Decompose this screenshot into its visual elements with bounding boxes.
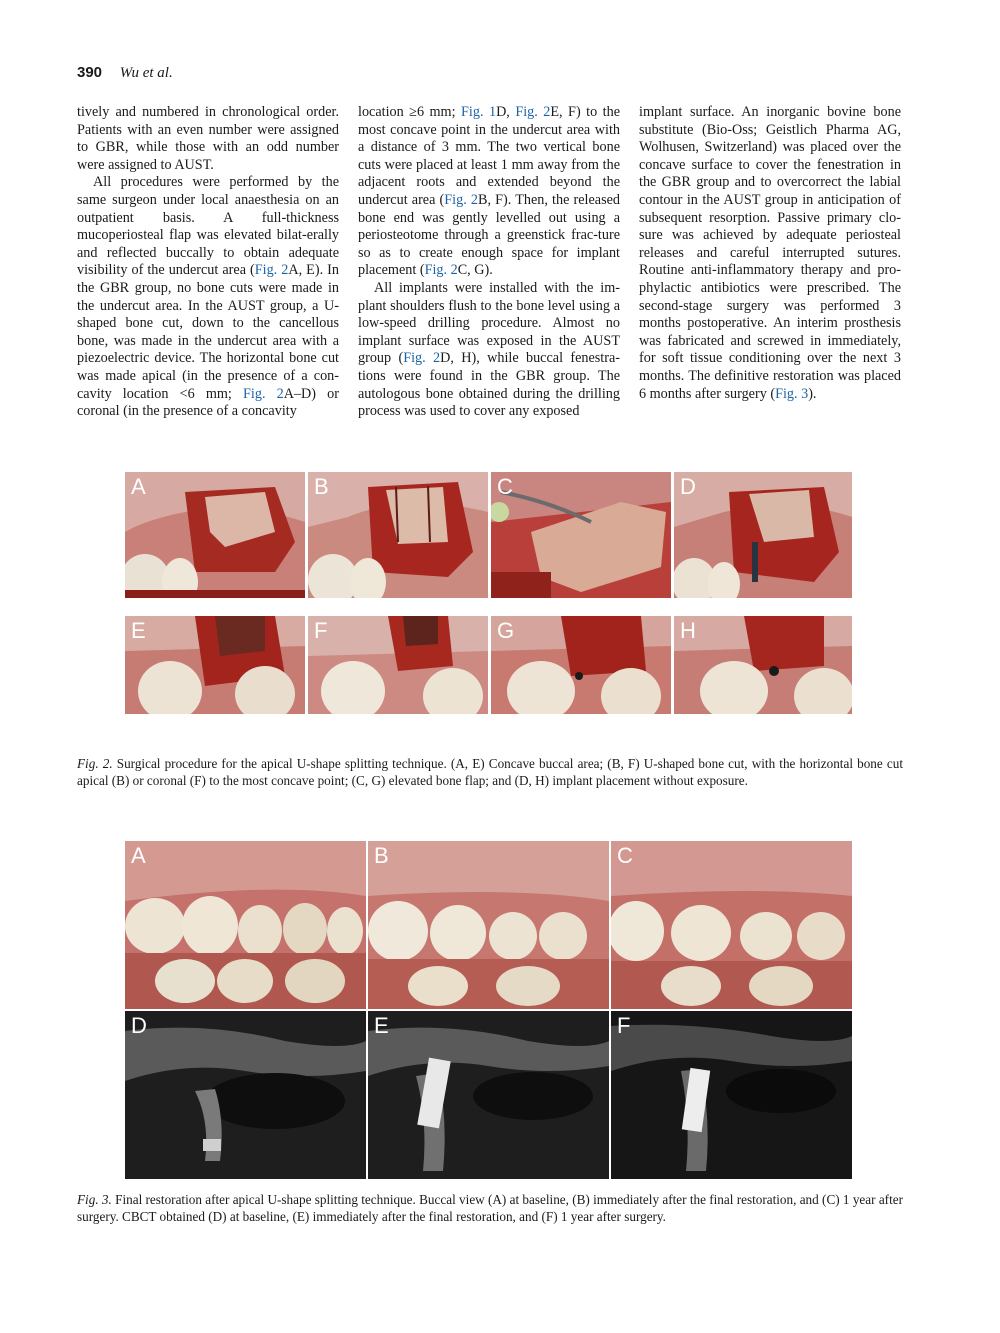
text-column-2	[358, 104, 620, 421]
figure-2-panel-h	[674, 616, 852, 714]
panel-label: B	[374, 843, 389, 868]
text-run: implant surface. An inorganic bovine bone substitute (Bio-Oss; Geistlich Pharma AG, Wolhusen, Switzerland) was placed over the concave surface to cover the fenestration in the GBR group and to overcorrect the labial contour in the AUST group in anticipation of subsequent resorption. Passive primary clo-sure was achieved by adequate periosteal releases and careful interrupted sutures. Routine anti-inflammatory therapy and pro-phylactic antibiotics were prescribed. The second-stage surgery was performed 3 months postoperative. An interim prosthesis was fabricated and screwed in immediately, for soft tissue conditioning over the next 3 months. The definitive restoration was placed 6 months after surgery (	[639, 104, 901, 402]
figure-3-panel-a	[125, 841, 366, 1009]
cbct-scan	[368, 1011, 609, 1179]
text-run: D,	[496, 104, 516, 120]
panel-label: F	[617, 1013, 631, 1038]
figure-3-caption	[77, 1192, 903, 1225]
figure-link[interactable]: Fig. 2	[444, 191, 478, 208]
text-run: C, G).	[457, 262, 493, 279]
panel-label: A	[131, 843, 146, 868]
text-run: E, F) to the most concave point in the undercut area with a distance of 3 mm. The two vertical bone cuts were placed at least 1 mm away from the adjacent roots and extended beyond the undercut area (	[358, 104, 620, 208]
figure-2-panel-g	[491, 616, 671, 714]
caption-text: Surgical procedure for the apical U-shape splitting technique. (A, E) Concave buccal area; (B, F) U-shaped bone cut, with the horizontal bone cut apical (B) or coronal (F) to the most concave point; (C, G) elevated bone flap; and (D, H) implant placement without exposure.	[77, 756, 903, 788]
figure-3	[125, 841, 852, 1179]
paragraph	[358, 280, 620, 421]
text-column-3	[639, 104, 901, 403]
text-run: All implants were installed with the im-plant shoulders flush to the bone level using a low-speed drilling procedure. Almost no implant surface was exposed in the AUST group (	[358, 279, 620, 367]
panel-label: E	[374, 1013, 389, 1038]
paragraph	[639, 104, 901, 403]
page-number: 390	[77, 64, 103, 81]
caption-label: Fig. 2.	[77, 756, 113, 771]
figure-3-panel-e	[368, 1011, 609, 1179]
figure-2-caption	[77, 756, 903, 789]
text-run: D, H), while buccal fenestra-tions were found in the GBR group. The autologous bone obtained during the drilling process was used to cover any exposed	[358, 350, 620, 420]
caption-text: Final restoration after apical U-shape splitting technique. Buccal view (A) at baseline, (B) immediately after the final restoration, and (C) 1 year after surgery. CBCT obtained (D) at baseline, (E) immediately after the final restoration, and (F) 1 year after surgery.	[77, 1192, 903, 1224]
surgical-photo	[491, 616, 671, 714]
figure-2-panel-f	[308, 616, 488, 714]
panel-label: C	[617, 843, 633, 868]
surgical-photo	[491, 472, 671, 598]
panel-label: A	[131, 474, 146, 499]
text-run: B, F). Then, the released bone end was gently levelled out using a periosteotome through a greenstick frac-ture so as to create enough space for implant placement (	[358, 191, 620, 279]
figure-link[interactable]: Fig. 2	[403, 350, 441, 367]
caption-label: Fig. 3.	[77, 1192, 112, 1207]
surgical-photo	[308, 472, 488, 598]
figure-2-panel-b	[308, 472, 488, 598]
figure-2-panel-d	[674, 472, 852, 598]
figure-2	[125, 472, 852, 714]
text-run: ).	[808, 385, 817, 402]
text-run: A, E). In the GBR group, no bone cuts were made in the undercut area. In the AUST group, a U-shaped bone cut, down to the cancellous bone, was made in the undercut area with a piezoelectric device. The horizontal bone cut was made apical (in the presence of a con-cavity location <6 mm;	[77, 262, 339, 402]
text-column-1	[77, 104, 339, 421]
figure-link[interactable]: Fig. 3	[775, 385, 809, 402]
clinical-photo	[611, 841, 852, 1009]
figure-link[interactable]: Fig. 2	[243, 385, 284, 402]
clinical-photo	[368, 841, 609, 1009]
text-run: A–D) or coronal (in the presence of a concavity	[77, 385, 339, 420]
text-run: All procedures were performed by the same surgeon under local anaesthesia on an outpatient basis. A full-thickness mucoperiosteal flap was elevated bilat-erally and reflected buccally to obtain adequate visibility of the undercut area (	[77, 174, 339, 279]
figure-3-panel-b	[368, 841, 609, 1009]
text-run: location ≥6 mm;	[358, 104, 462, 120]
surgical-photo	[674, 472, 852, 598]
panel-label: B	[314, 474, 329, 499]
figure-2-panel-c	[491, 472, 671, 598]
panel-label: H	[680, 618, 696, 643]
panel-label: D	[131, 1013, 147, 1038]
figure-2-panel-e	[125, 616, 305, 714]
figure-2-panel-a	[125, 472, 305, 598]
cbct-scan	[125, 1011, 366, 1179]
figure-3-panel-c	[611, 841, 852, 1009]
figure-3-panel-f	[611, 1011, 852, 1179]
figure-3-panel-d	[125, 1011, 366, 1179]
running-header	[77, 64, 173, 82]
surgical-photo	[125, 616, 305, 714]
panel-label: E	[131, 618, 146, 643]
panel-label: D	[680, 474, 696, 499]
clinical-photo	[125, 841, 366, 1009]
figure-link[interactable]: Fig. 2	[515, 104, 551, 120]
figure-link[interactable]: Fig. 2	[424, 262, 458, 279]
cbct-scan	[611, 1011, 852, 1179]
running-authors: Wu et al.	[119, 65, 173, 81]
figure-link[interactable]: Fig. 2	[254, 262, 289, 279]
surgical-photo	[308, 616, 488, 714]
paragraph	[77, 174, 339, 420]
paragraph: tively and numbered in chronological order. Patients with an even number were assigned to GBR, while those with an odd number were assigned to AUST.	[77, 104, 339, 173]
panel-label: G	[497, 618, 515, 643]
paragraph	[358, 104, 620, 280]
panel-label: C	[497, 474, 513, 499]
panel-label: F	[314, 618, 328, 643]
surgical-photo	[125, 472, 305, 598]
figure-link[interactable]: Fig. 1	[461, 104, 497, 120]
surgical-photo	[674, 616, 852, 714]
